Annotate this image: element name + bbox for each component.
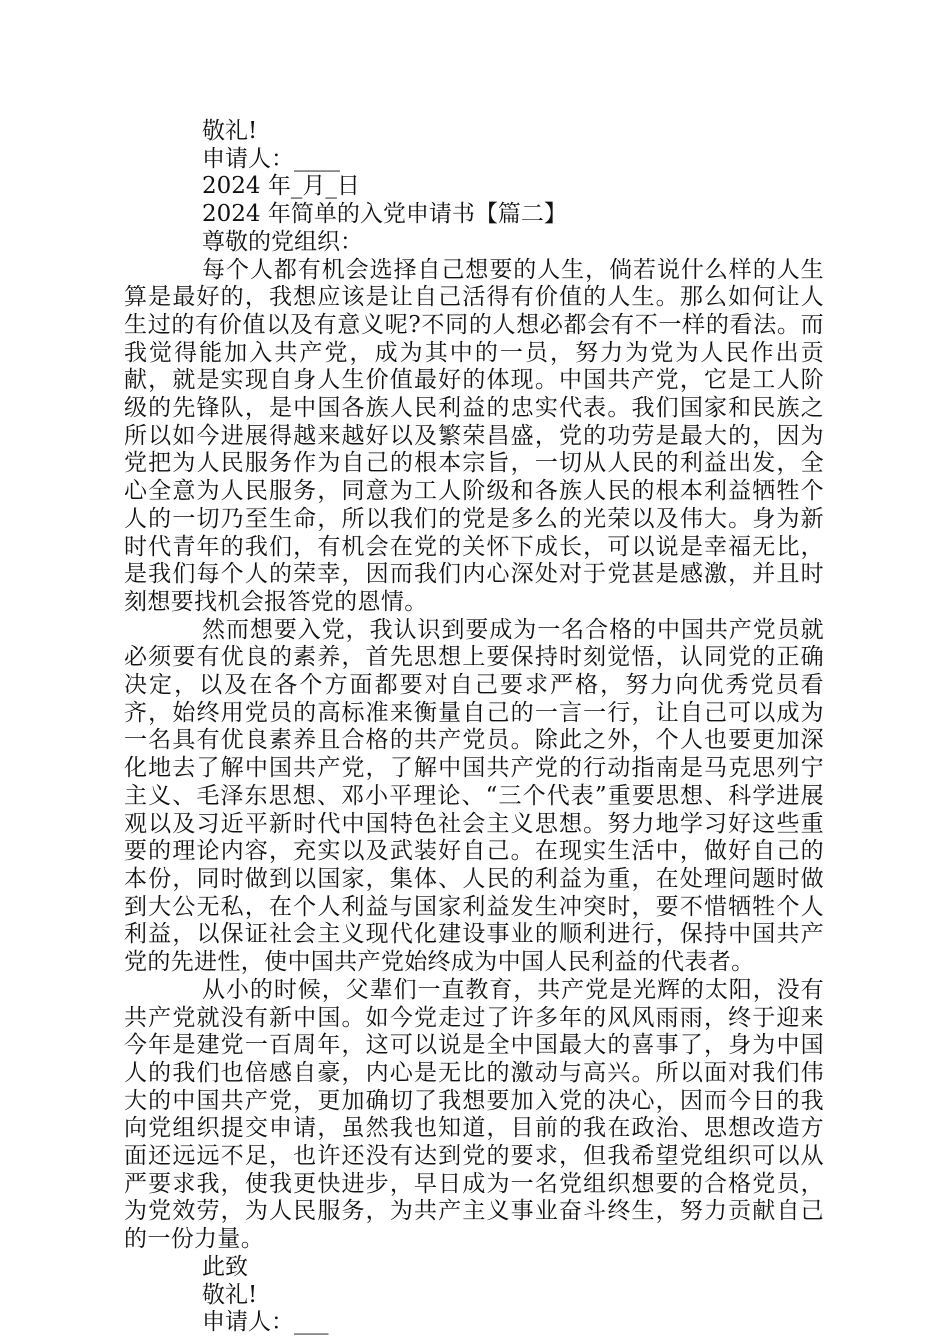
paragraph-3: 从小的时候，父辈们一直教育，共产党是光辉的太阳，没有共产党就没有新中国。如今党走过了许多年的风风雨雨，终于迎来今年是建党一百周年，这可以说是全中国最大的喜事了，身为中国人的我们也倍感自豪，内心是无比的激动与高兴。所以面对我们伟大的中国共产党，更加确切了我想要加入党的决心，因而今日的我向党组织提交申请，虽然我也知道，目前的我在政治、思想改造方面还远远不足，也许还没有达到党的要求，但我希望党组织可以从严要求我，使我更快进步，早日成为一名党组织想要的合格党员，为党效劳，为人民服务，为共产主义事业奋斗终生，努力贡献自己的一份力量。 xyxy=(124,976,824,1253)
paragraph-2: 然而想要入党，我认识到要成为一名合格的中国共产党员就必须要有优良的素养，首先思想上要保持时刻觉悟，认同党的正确决定，以及在各个方面都要对自己要求严格，努力向优秀党员看齐，始终用党员的高标准来衡量自己的一言一行，让自己可以成为一名具有优良素养且合格的共产党员。除此之外，个人也要更加深化地去了解中国共产党，了解中国共产党的行动指南是马克思列宁主义、毛泽东思想、邓小平理论、“三个代表”重要思想、科学进展观以及习近平新时代中国特色社会主义思想。努力地学习好这些重要的理论内容，充实以及武装好自己。在现实生活中，做好自己的本份，同时做到以国家，集体、人民的利益为重，在处理问题时做到大公无私，在个人利益与国家利益发生冲突时，要不惜牺牲个人利益，以保证社会主义现代化建设事业的顺利进行，保持中国共产党的先进性，使中国共产党始终成为中国人民利益的代表者。 xyxy=(124,616,824,976)
closing-salute-bottom: 敬礼! xyxy=(202,1281,258,1308)
document-page xyxy=(124,118,824,1337)
greeting: 尊敬的党组织： xyxy=(202,228,363,255)
closing-salute-top: 敬礼! xyxy=(202,118,258,144)
section-title: 2024 年简单的入党申请书【篇二】 xyxy=(202,201,567,228)
date-line: 2024 年_月_日 xyxy=(202,173,360,200)
applicant-line-bottom: 申请人：___ xyxy=(202,1309,329,1336)
applicant-line-top: 申请人：____ xyxy=(202,145,340,172)
paragraph-1: 每个人都有机会选择自己想要的人生，倘若说什么样的人生算是最好的，我想应该是让自己活得有价值的人生。那么如何让人生过的有价值以及有意义呢?不同的人想必都会有不一样的看法。而我觉得能加入共产党，成为其中的一员，努力为党为人民作出贡献，就是实现自身人生价值最好的体现。中国共产党，它是工人阶级的先锋队，是中国各族人民利益的忠实代表。我们国家和民族之所以如今进展得越来越好以及繁荣昌盛，党的功劳是最大的，因为党把为人民服务作为自己的根本宗旨，一切从人民的利益出发，全心全意为人民服务，同意为工人阶级和各族人民的根本利益牺牲个人的一切乃至生命，所以我们的党是多么的光荣以及伟大。身为新时代青年的我们，有机会在党的关怀下成长，可以说是幸福无比，是我们每个人的荣幸，因而我们内心深处对于党甚是感激，并且时刻想要找机会报答党的恩情。 xyxy=(124,256,824,615)
closing-phrase: 此致 xyxy=(202,1253,248,1280)
